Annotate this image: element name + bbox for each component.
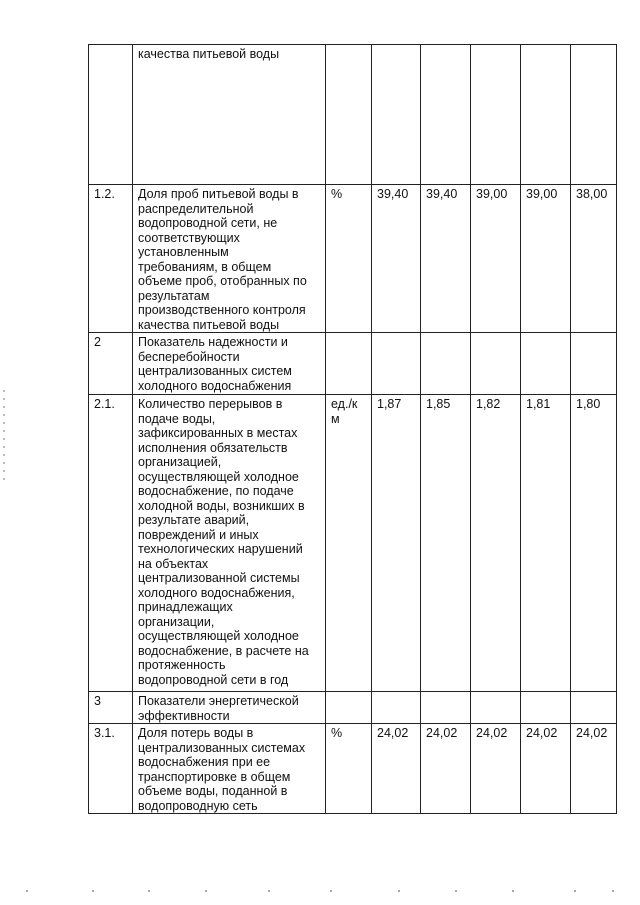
description-line: централизованных систем [138, 364, 292, 378]
description-line: транспортировке в общем [138, 769, 291, 784]
description-line: организацией, [138, 455, 222, 469]
row-value: 24,02 [471, 724, 521, 814]
description-line: водопроводную сеть [138, 798, 258, 813]
row-description [133, 692, 326, 724]
row-value: 1,81 [521, 395, 571, 692]
row-number: 2 [89, 333, 133, 395]
description-line: требованиям, в общем [138, 259, 272, 274]
row-value [421, 333, 471, 395]
row-value [521, 45, 571, 185]
row-value [471, 45, 521, 185]
description-line: зафиксированных в местах [138, 426, 298, 440]
scan-bottom-dots [0, 890, 640, 896]
table-row [89, 395, 617, 692]
table-row [89, 333, 617, 395]
row-value [471, 333, 521, 395]
description-line: исполнения обязательств [138, 440, 288, 455]
description-line: технологических нарушений [138, 542, 303, 556]
description-line: качества питьевой воды [138, 317, 280, 332]
row-number: 3 [89, 692, 133, 724]
description-line: производственного контроля [138, 303, 306, 317]
row-number: 3.1. [89, 724, 133, 814]
description-line: распределительной [138, 201, 254, 216]
description-line: Показатель надежности и [138, 335, 288, 349]
row-value: 24,02 [372, 724, 421, 814]
row-value: 39,40 [421, 185, 471, 333]
description-line: Доля потерь воды в [138, 726, 254, 740]
row-value [571, 45, 617, 185]
row-value [571, 333, 617, 395]
row-unit: % [326, 185, 372, 333]
row-unit: % [326, 724, 372, 814]
description-line: Доля проб питьевой воды в [138, 187, 299, 201]
row-description [133, 45, 326, 185]
row-value: 38,00 [571, 185, 617, 333]
row-unit: ед./к м [326, 395, 372, 692]
description-line: результате аварий, [138, 513, 250, 527]
description-line: холодного водоснабжения, [138, 585, 295, 600]
description-line: подаче воды, [138, 411, 216, 426]
row-number: 1.2. [89, 185, 133, 333]
table-row [89, 724, 617, 814]
row-value [521, 692, 571, 724]
description-line: установленным [138, 245, 229, 259]
row-unit [326, 333, 372, 395]
description-line: водоснабжение, по подаче [138, 484, 294, 498]
description-line: осуществляющей холодное [138, 469, 299, 484]
row-unit [326, 692, 372, 724]
scan-margin-mark [3, 390, 6, 510]
description-line: холодной воды, возникших в [138, 498, 305, 513]
row-value [372, 333, 421, 395]
description-line: водопроводной сети в год [138, 672, 289, 687]
row-value [521, 333, 571, 395]
description-line: Показатели энергетической [138, 694, 299, 708]
row-number: 2.1. [89, 395, 133, 692]
description-line: на объектах [138, 556, 209, 571]
description-line: водопроводной сети, не [138, 216, 278, 230]
description-line: протяженность [138, 658, 226, 672]
description-line: централизованных системах [138, 740, 306, 755]
description-line: объеме проб, отобранных по [138, 274, 307, 288]
description-line: холодного водоснабжения [138, 378, 292, 393]
row-value: 24,02 [421, 724, 471, 814]
row-number [89, 45, 133, 185]
description-line: принадлежащих [138, 600, 233, 614]
indicators-table [88, 44, 617, 814]
row-value: 24,02 [571, 724, 617, 814]
description-line: водоснабжения при ее [138, 755, 271, 769]
description-line: осуществляющей холодное [138, 629, 299, 643]
row-value: 1,85 [421, 395, 471, 692]
row-value [372, 45, 421, 185]
description-line: объеме воды, поданной в [138, 784, 288, 798]
row-description [133, 333, 326, 395]
row-value: 1,87 [372, 395, 421, 692]
description-line: качества питьевой воды [138, 47, 280, 61]
description-line: бесперебойности [138, 349, 240, 364]
row-value: 39,00 [521, 185, 571, 333]
description-line: Количество перерывов в [138, 397, 283, 411]
row-value: 1,80 [571, 395, 617, 692]
row-value [471, 692, 521, 724]
description-line: результатам [138, 288, 210, 303]
table-row [89, 692, 617, 724]
description-line: соответствующих [138, 230, 240, 245]
row-value: 39,40 [372, 185, 421, 333]
row-description [133, 395, 326, 692]
row-value: 1,82 [471, 395, 521, 692]
description-line: эффективности [138, 708, 230, 723]
description-line: централизованной системы [138, 571, 300, 585]
row-description [133, 724, 326, 814]
row-unit [326, 45, 372, 185]
description-line: повреждений и иных [138, 527, 259, 542]
description-line: организации, [138, 614, 215, 629]
table-row [89, 185, 617, 333]
row-value: 39,00 [471, 185, 521, 333]
row-description [133, 185, 326, 333]
description-line: водоснабжение, в расчете на [138, 643, 309, 658]
row-value [421, 692, 471, 724]
table-row [89, 45, 617, 185]
row-value [372, 692, 421, 724]
row-value [571, 692, 617, 724]
row-value [421, 45, 471, 185]
row-value: 24,02 [521, 724, 571, 814]
